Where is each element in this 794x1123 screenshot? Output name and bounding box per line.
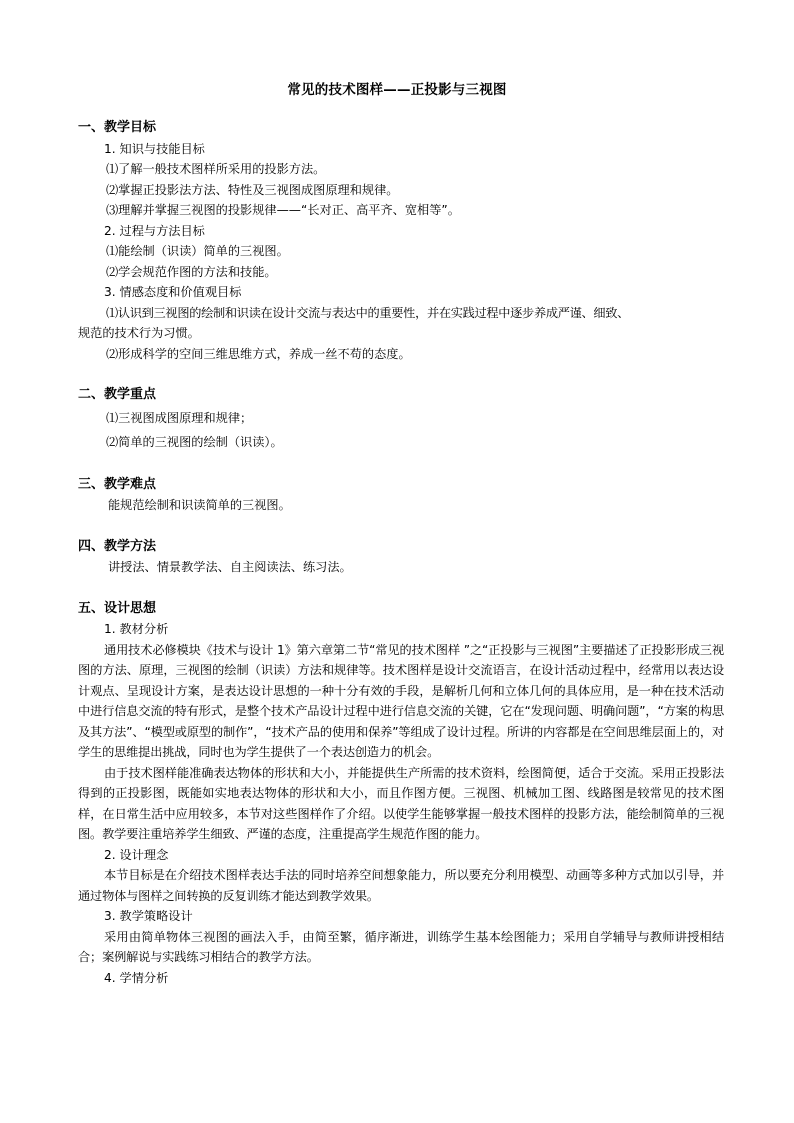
document-title: 常见的技术图样——正投影与三视图 [287,82,507,98]
paragraph: 本节目标是在介绍技术图样表达手法的同时培养空间想象能力，所以要充分利用模型、动画等多种方式加以引导，并通过物体与图样之间转换的反复训练才能达到教学效果。 [78,868,724,903]
list-item: ⑶理解并掌握三视图的投影规律——“长对正、高平齐、宽相等”。 [106,203,460,217]
paragraph: 由于技术图样能准确表达物体的形状和大小，并能提供生产所需的技术资料，绘图简便，适合于交流。采用正投影法得到的正投影图，既能如实地表达物体的形状和大小，而且作图方便。三视图、机械加工图、线路图是较常见的技术图样，在日常生活中应用较多，本节对这些图样作了介绍。以使学生能够掌握一般技术图样的投影方法，能绘制简单的三视图。教学要注重培养学生细致、严谨的态度，注重提高学生规范作图的能力。 [78,765,724,841]
paragraph: 通用技术必修模块《技术与设计 1》第六章第二节“常见的技术图样 ”之“正投影与三视图”主要描述了正投影形成三视图的方法、原理，三视图的绘制（识读）方法和规律等。技术图样是设计交流语言，在设计活动过程中，经常用以表达设计观点、呈现设计方案，是表达设计思想的一种十分有效的手段，是解析几何和立体几何的具体应用，是一种在技术活动中进行信息交流的特有形式，是整个技术产品设计过程中进行信息交流的关键，它在“发现问题、明确问题”，“方案的构思及其方法”、“模型或原型的制作”，“技术产品的使用和保养”等组成了设计过程。所讲的内容都是在空间思维层面上的，对学生的思维提出挑战，同时也为学生提供了一个表达创造力的机会。 [78,642,724,759]
list-item: ⑵形成科学的空间三维思维方式，养成一丝不苟的态度。 [106,346,411,361]
subheading: 2. 设计理念 [104,847,169,862]
section-heading-difficulties: 三、教学难点 [78,476,157,492]
list-item: ⑴能绘制（识读）简单的三视图。 [106,244,289,258]
list-item: ⑴了解一般技术图样所采用的投影方法。 [106,162,326,176]
list-item: ⑵掌握正投影法方法、特性及三视图成图原理和规律。 [106,182,399,197]
section-heading-objectives: 一、教学目标 [78,120,157,135]
list-item: ⑴三视图成图原理和规律； [106,410,253,425]
paragraph: 采用由简单物体三视图的画法入手，由简至繁，循序渐进，训练学生基本绘图能力；采用自学辅导与教师讲授相结合；案例解说与实践练习相结合的教学方法。 [78,929,724,964]
list-item: ⑴认识到三视图的绘制和识读在设计交流与表达中的重要性，并在实践过程中逐步养成严谨、细致、 [106,305,630,320]
subheading: 1. 教材分析 [104,622,169,636]
document-body [78,118,724,988]
subheading: 1. 知识与技能目标 [104,141,205,156]
subheading: 3. 情感态度和价值观目标 [104,285,242,299]
list-item: 讲授法、情景教学法、自主阅读法、练习法。 [108,560,352,574]
section-heading-methods: 四、教学方法 [78,538,157,554]
section-heading-key-points: 二、教学重点 [78,387,157,402]
list-item-continued: 规范的技术行为习惯。 [78,326,200,340]
list-item: ⑵简单的三视图的绘制（识读）。 [106,434,283,449]
list-item: ⑵学会规范作图的方法和技能。 [106,264,277,279]
section-heading-design: 五、设计思想 [78,600,157,616]
subheading: 3. 教学策略设计 [104,909,193,923]
subheading: 2. 过程与方法目标 [104,223,205,238]
subheading: 4. 学情分析 [104,970,169,985]
list-item: 能规范绘制和识读简单的三视图。 [108,498,291,512]
